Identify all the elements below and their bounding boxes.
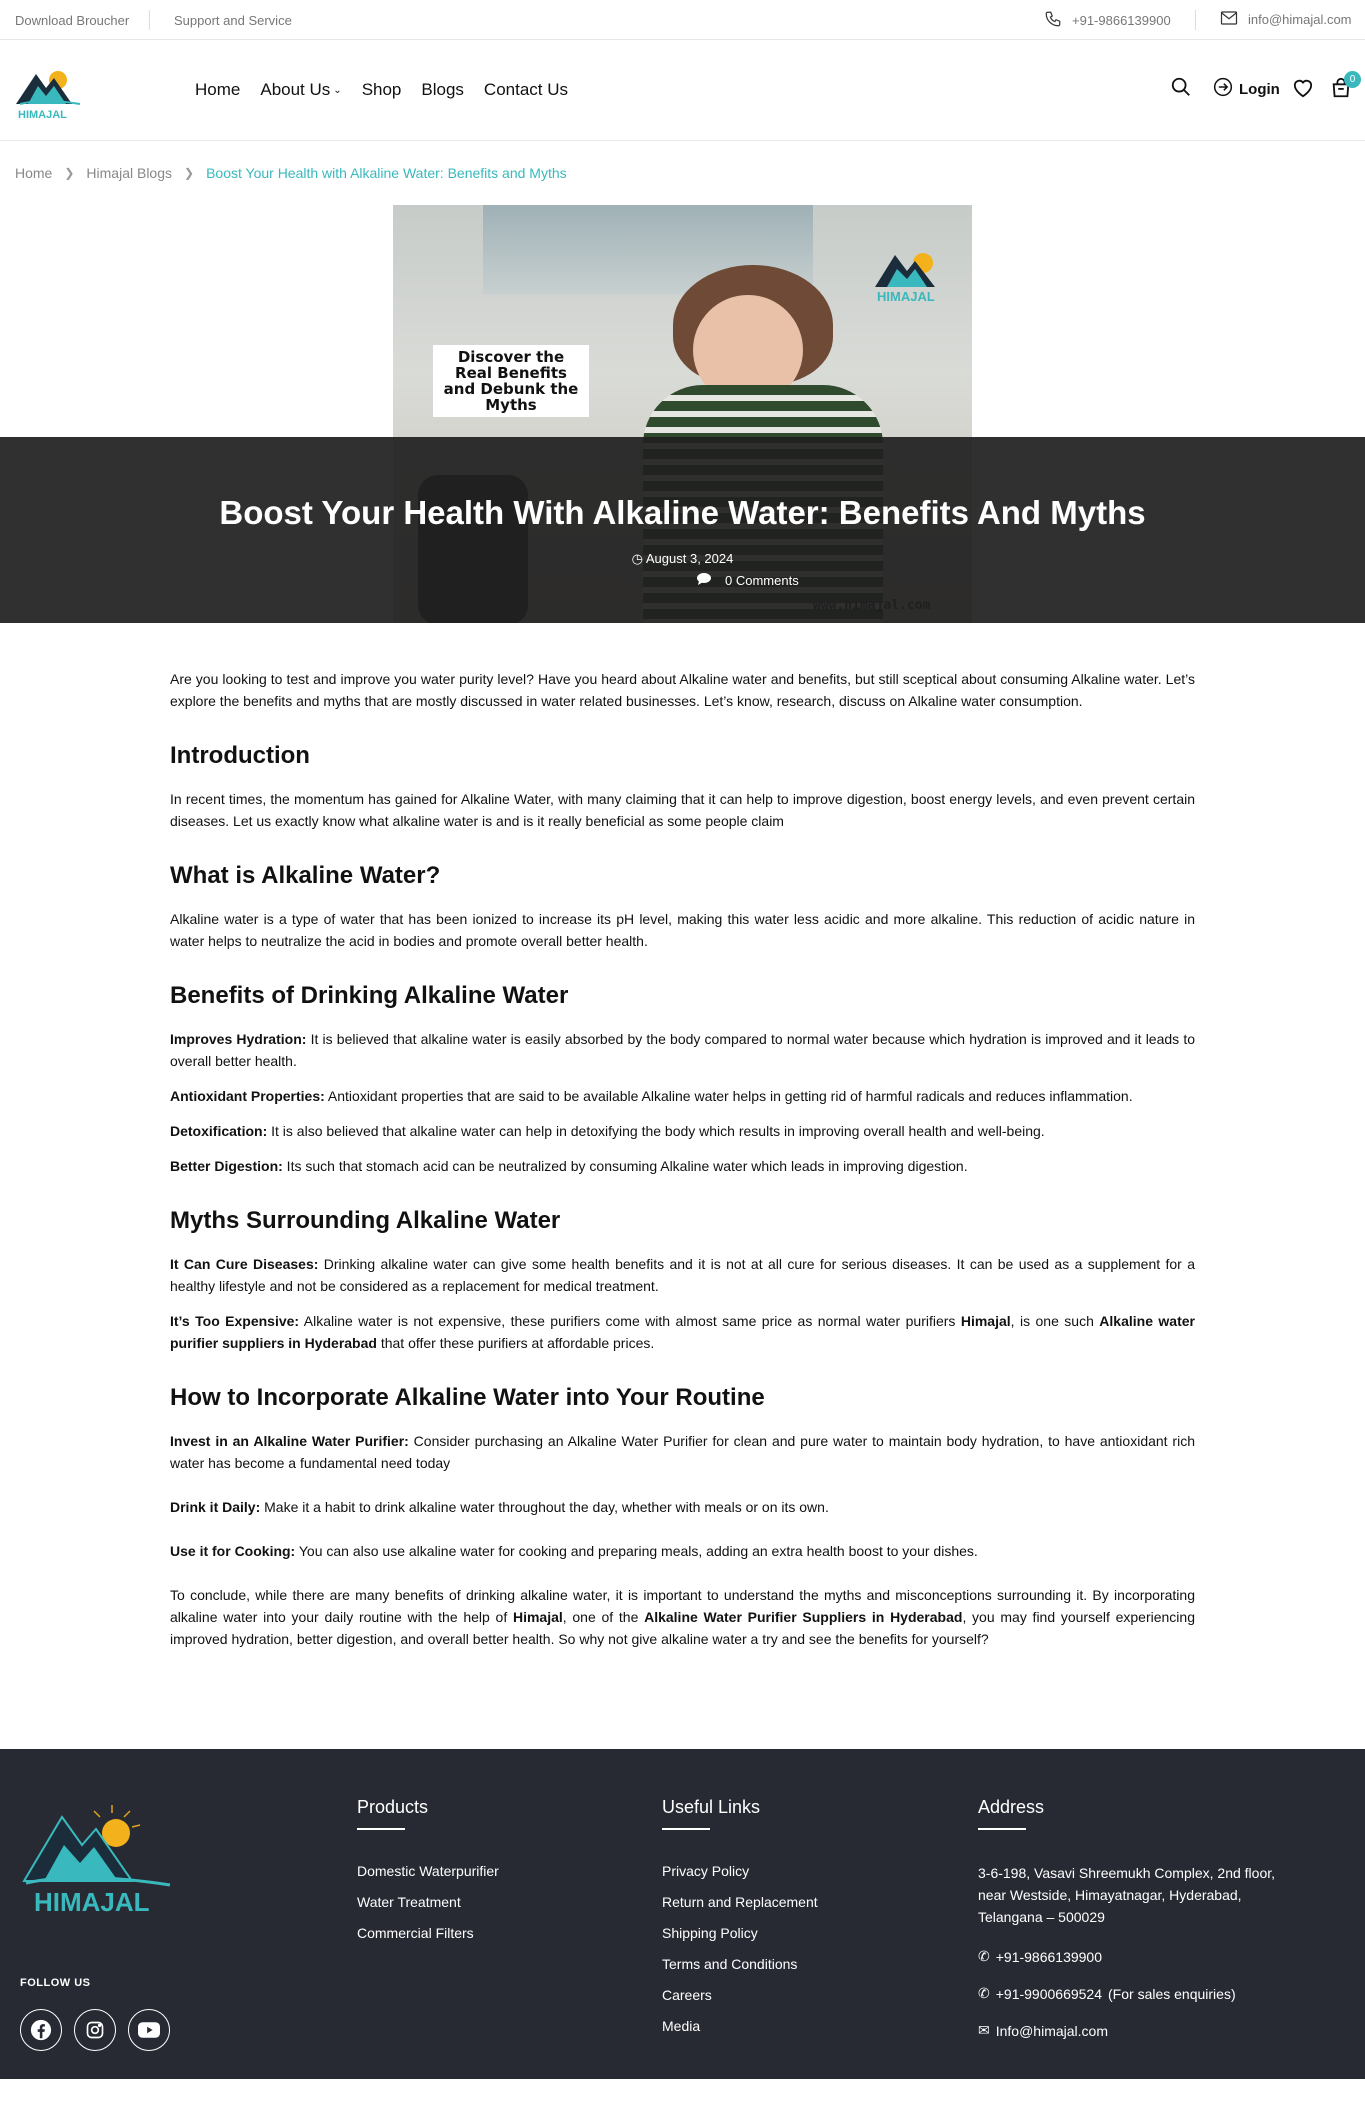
download-brochure-link[interactable]: Download Broucher bbox=[15, 13, 130, 28]
heading-routine: How to Incorporate Alkaline Water into Your Routine bbox=[170, 1384, 765, 1411]
breadcrumb-home[interactable]: Home bbox=[15, 165, 53, 181]
top-bar bbox=[0, 0, 1365, 40]
nav-blogs[interactable]: Blogs bbox=[421, 80, 464, 99]
footer-phone-2[interactable]: ✆ +91-9900669524 (For sales enquiries) bbox=[978, 1985, 1236, 2002]
facebook-icon bbox=[30, 2019, 52, 2041]
top-email-link[interactable] bbox=[1220, 10, 1352, 29]
article-body bbox=[170, 668, 1195, 1663]
paragraph-conclusion: To conclude, while there are many benefits of drinking alkaline water, it is important to understand the myths and misconceptions surrounding it. By incorporating alkaline water into your daily routine with the help of Himajal, one of the Alkaline Water Purifier Suppliers in Hyderabad, you may find yourself experiencing improved hydration, better digestion, and overall better health. So why not give alkaline water a try and see the benefits for yourself? bbox=[170, 1587, 1195, 1647]
top-phone-text: +91-9866139900 bbox=[1072, 13, 1171, 28]
cart-count-badge: 0 bbox=[1344, 71, 1361, 88]
breadcrumb-current: Boost Your Health with Alkaline Water: Benefits and Myths bbox=[206, 165, 567, 181]
benefit-item: Detoxification: It is also believed that alkaline water can help in detoxifying the body which results in improving overall health and well-being. bbox=[170, 1123, 1045, 1139]
footer-bottom-strip bbox=[0, 2079, 1365, 2116]
chevron-right-icon: ❯ bbox=[184, 166, 195, 180]
post-comments-link[interactable] bbox=[697, 573, 799, 588]
phone-icon bbox=[1044, 10, 1062, 31]
footer-phone-1[interactable]: ✆ +91-9866139900 bbox=[978, 1948, 1103, 1965]
phone-icon: ✆ bbox=[978, 1985, 990, 2001]
benefit-item: Antioxidant Properties: Antioxidant properties that are said to be available Alkaline water helps in getting rid of harmful radicals and reduces inflammation. bbox=[170, 1088, 1133, 1104]
envelope-icon: ✉ bbox=[978, 2022, 990, 2038]
heading-introduction: Introduction bbox=[170, 742, 310, 769]
site-logo[interactable] bbox=[14, 64, 88, 122]
footer-link-terms[interactable]: Terms and Conditions bbox=[662, 1956, 798, 1972]
footer-logo[interactable] bbox=[20, 1799, 180, 1917]
login-label: Login bbox=[1239, 80, 1280, 98]
footer-link-media[interactable]: Media bbox=[662, 2018, 701, 2034]
svg-text:HIMAJAL: HIMAJAL bbox=[877, 289, 935, 304]
myth-item: It Can Cure Diseases: Drinking alkaline water can give some health benefits and it is not at all cure for serious diseases. It can be used as a supplement for a healthy lifestyle and not be considered as a replacement for medical treatment. bbox=[170, 1256, 1195, 1294]
nav-about-label: About Us bbox=[260, 80, 331, 99]
footer-link-careers[interactable]: Careers bbox=[662, 1987, 712, 2003]
footer-useful-links bbox=[662, 1797, 818, 2048]
heading-myths: Myths Surrounding Alkaline Water bbox=[170, 1207, 561, 1234]
cart-icon bbox=[1330, 86, 1352, 103]
instagram-icon bbox=[85, 2020, 105, 2040]
benefit-item: Improves Hydration: It is believed that alkaline water is easily absorbed by the body compared to normal water because which hydration is improved and it leads to overall better health. bbox=[170, 1031, 1196, 1069]
main-nav bbox=[195, 80, 568, 100]
routine-item: Drink it Daily: Make it a habit to drink alkaline water throughout the day, whether with meals or on its own. bbox=[170, 1499, 829, 1515]
myth-item: It’s Too Expensive: Alkaline water is not expensive, these purifiers come with almost same price as normal water purifiers Himajal, is one such Alkaline water purifier suppliers in Hyderabad that offer these purifiers at affordable prices. bbox=[170, 1313, 1195, 1351]
nav-about-us[interactable] bbox=[260, 80, 341, 100]
site-footer bbox=[0, 1749, 1365, 2079]
divider bbox=[1195, 10, 1196, 30]
support-link[interactable]: Support and Service bbox=[174, 13, 292, 28]
youtube-button[interactable] bbox=[128, 2009, 170, 2051]
instagram-button[interactable] bbox=[74, 2009, 116, 2051]
login-button[interactable] bbox=[1213, 77, 1280, 101]
footer-address bbox=[978, 1797, 1278, 2059]
footer-product-link[interactable]: Domestic Waterpurifier bbox=[357, 1863, 499, 1879]
hero-image-logo bbox=[871, 245, 951, 305]
comment-icon bbox=[697, 573, 711, 588]
top-email-text: info@himajal.com bbox=[1248, 12, 1352, 27]
chevron-down-icon: ⌄ bbox=[333, 85, 342, 96]
paragraph-what-is: Alkaline water is a type of water that has been ionized to increase its pH level, making this water less acidic and more alkaline. This reduction of acidic nature in water helps to neutralize the acid in bodies and promote overall better health. bbox=[170, 911, 1195, 949]
site-header bbox=[0, 40, 1365, 141]
footer-product-link[interactable]: Water Treatment bbox=[357, 1894, 461, 1910]
hero-image-caption: Discover the Real Benefits and Debunk the Myths bbox=[433, 345, 589, 417]
divider bbox=[149, 10, 150, 30]
routine-item: Use it for Cooking: You can also use alkaline water for cooking and preparing meals, adding an extra health boost to your dishes. bbox=[170, 1543, 978, 1559]
search-button[interactable] bbox=[1170, 76, 1192, 98]
social-links bbox=[20, 2009, 170, 2051]
footer-products-title: Products bbox=[357, 1797, 499, 1830]
follow-us-label: FOLLOW US bbox=[20, 1977, 91, 1989]
login-icon bbox=[1213, 77, 1233, 101]
footer-link-return[interactable]: Return and Replacement bbox=[662, 1894, 818, 1910]
breadcrumb-blogs[interactable]: Himajal Blogs bbox=[86, 165, 173, 181]
nav-home[interactable]: Home bbox=[195, 80, 241, 99]
breadcrumb bbox=[15, 165, 567, 181]
heading-what-is: What is Alkaline Water? bbox=[170, 862, 441, 889]
nav-shop[interactable]: Shop bbox=[361, 80, 402, 99]
clock-icon: ◷ bbox=[631, 551, 643, 566]
post-comments-text: 0 Comments bbox=[725, 573, 799, 588]
footer-product-link[interactable]: Commercial Filters bbox=[357, 1925, 474, 1941]
youtube-icon bbox=[138, 2022, 160, 2038]
heading-benefits: Benefits of Drinking Alkaline Water bbox=[170, 982, 569, 1009]
footer-address-title: Address bbox=[978, 1797, 1278, 1830]
footer-links-title: Useful Links bbox=[662, 1797, 818, 1830]
nav-contact-us[interactable]: Contact Us bbox=[483, 80, 569, 99]
wishlist-button[interactable] bbox=[1292, 78, 1314, 103]
heart-icon bbox=[1292, 85, 1314, 102]
top-phone-link[interactable] bbox=[1044, 10, 1171, 31]
footer-products bbox=[357, 1797, 499, 1955]
footer-logo-text: HIMAJAL bbox=[34, 1887, 150, 1917]
benefit-item: Better Digestion: Its such that stomach acid can be neutralized by consuming Alkaline water which leads in improving digestion. bbox=[170, 1158, 968, 1174]
phone-icon: ✆ bbox=[978, 1948, 990, 1964]
post-title: Boost Your Health With Alkaline Water: Benefits And Myths bbox=[219, 494, 1146, 531]
logo-text: HIMAJAL bbox=[18, 109, 67, 121]
facebook-button[interactable] bbox=[20, 2009, 62, 2051]
paragraph-introduction: In recent times, the momentum has gained for Alkaline Water, with many claiming that it can help to improve digestion, boost energy levels, and even prevent certain diseases. Let us exactly know what alkaline water is and is it really beneficial as some people claim bbox=[170, 791, 1195, 829]
post-date-text: August 3, 2024 bbox=[645, 551, 734, 566]
article-intro: Are you looking to test and improve you water purity level? Have you heard about Alkaline water and benefits, but still sceptical about consuming Alkaline water. Let’s explore the benefits and myths that are mostly discussed in water related businesses. Let’s know, research, discuss on Alkaline water consumption. bbox=[170, 671, 1195, 709]
footer-link-privacy[interactable]: Privacy Policy bbox=[662, 1863, 750, 1879]
mail-icon bbox=[1220, 10, 1238, 29]
chevron-right-icon: ❯ bbox=[64, 166, 75, 180]
footer-email[interactable]: ✉ Info@himajal.com bbox=[978, 2022, 1108, 2039]
footer-address-text: 3-6-198, Vasavi Shreemukh Complex, 2nd floor, near Westside, Himayatnagar, Hyderabad, Telangana – 500029 bbox=[978, 1865, 1276, 1925]
post-date bbox=[0, 551, 1365, 567]
routine-item: Invest in an Alkaline Water Purifier: Consider purchasing an Alkaline Water Purifier for clean and pure water to maintain body hydration, to have antioxidant rich water has become a fundamental need today bbox=[170, 1433, 1195, 1471]
search-icon bbox=[1170, 76, 1192, 98]
footer-link-shipping[interactable]: Shipping Policy bbox=[662, 1925, 758, 1941]
